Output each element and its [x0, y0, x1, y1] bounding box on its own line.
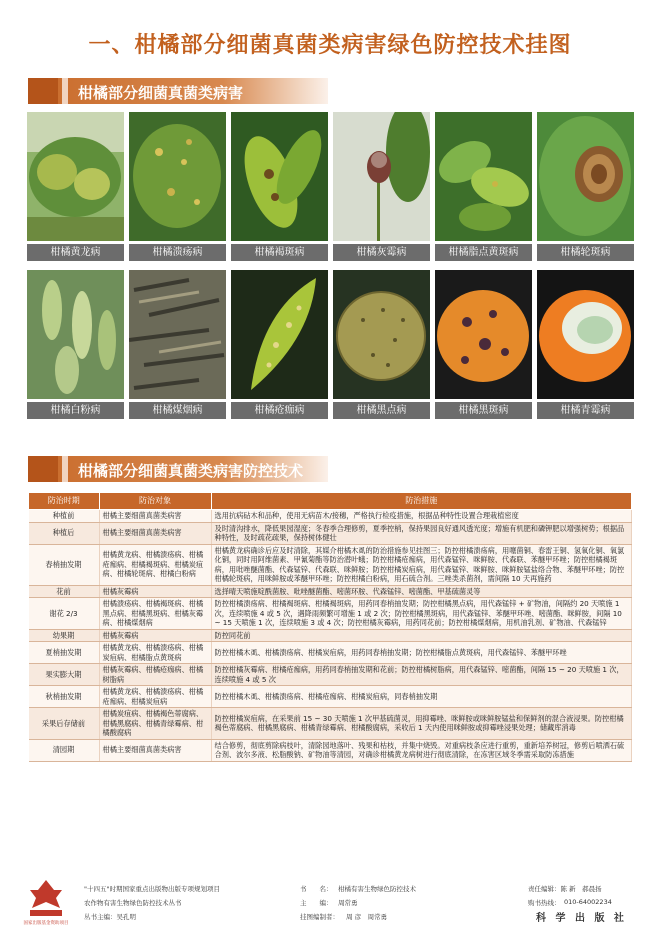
melanose-fruit-photo [333, 270, 430, 399]
period-cell: 果实膨大期 [29, 664, 100, 686]
target-cell: 柑橘灰霉病、柑橘疮痂病、柑橘树脂病 [99, 664, 211, 686]
photo-caption: 柑橘煤烟病 [129, 402, 226, 419]
section-title: 柑橘部分细菌真菌类病害 [78, 84, 244, 102]
greasy-spot-leaf-photo [435, 112, 532, 241]
book-value: 柑橘有害生物绿色防控技术 [338, 885, 416, 893]
responsible-editor: 责任编辑：陈 新 郝晨扬 [528, 885, 602, 893]
brown-spot-leaf-photo [231, 112, 328, 241]
column-header: 防治措施 [211, 493, 632, 510]
table-row [29, 510, 632, 523]
target-cell: 柑橘灰霉病 [99, 629, 211, 642]
period-cell: 春梢抽发期 [29, 544, 100, 585]
photo-card [537, 270, 634, 420]
photo-card [231, 112, 328, 262]
period-cell: 种植后 [29, 522, 100, 544]
photo-card [231, 270, 328, 420]
photo-caption: 柑橘褐斑病 [231, 244, 328, 261]
target-cell: 柑橘黄龙病、柑橘溃疡病、柑橘疮痂病、柑橘褐斑病、柑橘炭疽病、柑橘轮斑病、柑橘白粉病 [99, 544, 211, 585]
period-cell: 谢花 2/3 [29, 598, 100, 630]
photo-caption: 柑橘脂点黄斑病 [435, 244, 532, 261]
illustrator-value: 周 彦 周常勇 [346, 913, 388, 921]
phone-number: 010-64002234 [564, 898, 612, 906]
photo-caption: 柑橘黑斑病 [435, 402, 532, 419]
target-cell: 柑橘黄龙病、柑橘溃疡病、柑橘炭疽病、柑橘脂点黄斑病 [99, 642, 211, 664]
photo-card [333, 270, 430, 420]
section-marker-icon [28, 78, 58, 104]
section-marker-icon [28, 456, 58, 482]
measure-cell: 防控柑橘溃疡病、柑橘褐斑病、柑橘褐斑病，用药同春梢抽发期；防控柑橘黑点病，用代森锰锌 + 矿物油，间隔约 20 天喷施 1 次，连续喷施 4 或 5 次，遇降雨频繁可增施 1 或 2 次；防控柑橘黑斑病，用代森锰锌、苯醚甲环唑、嘧菌酯、咪鲜胺，间隔 10 ~ 15 天喷施 1 次，连续喷施 3 或 4 次；防控柑橘灰霉病，用药同花前；防控柑橘煤烟病，用机油乳剂、矿物油、代森锰锌 [211, 598, 632, 630]
section-title: 柑橘部分细菌真菌类病害防控技术 [78, 462, 304, 480]
table-row [29, 642, 632, 664]
measure-cell: 柑橘黄龙病确诊后应及时清除，其媒介柑橘木虱的防治措施参见挂图三；防控柑橘溃疡病，用噻菌铜、春雷王铜、氢氧化铜、氧氯化铜，同时用阿维菌素、甲氰菊酯等防治潜叶蛾；防控柑橘疮痂病，用代森锰锌、咪鲜胺、代森联、苯醚甲环唑；防控柑橘褐斑病，用吡唑醚菌酯、代森锰锌、代森联、咪鲜胺；防控柑橘炭疽病，用代森锰锌、咪鲜胺、咪鲜胺锰盐络合物、苯醚甲环唑；防控柑橘轮斑病，用咪鲜胺或苯醚甲环唑；防控柑橘白粉病，用石硫合剂。三唑类杀菌剂，需间隔 10 天再施药 [211, 544, 632, 585]
column-header: 防治时期 [29, 493, 100, 510]
photo-caption: 柑橘青霉病 [537, 402, 634, 419]
table-header-row [29, 493, 632, 510]
column-header: 防治对象 [99, 493, 211, 510]
measure-cell: 选用抗病砧木和品种，使用无病苗木/接穗，严格执行检疫措施，根据品种特性设置合理栽植密度 [211, 510, 632, 523]
measure-cell: 防控柑橘炭疽病，在采果前 15 ~ 30 天喷施 1 次甲基硫菌灵，用抑霉唑、咪鲜胺或咪鲜胺锰盐和保鲜剂的混合液浸果。防控柑橘褐色蒂腐病、柑橘黑腐病、柑橘青绿霉病、柑橘酸腐病，采收后 1 天内使用咪鲜胺或抑霉唑浸果处理；储藏库消毒 [211, 708, 632, 740]
series-line: 农作物有害生物绿色防控技术丛书 [84, 899, 182, 907]
author-label: 主 编： [300, 899, 333, 907]
photo-card [537, 112, 634, 262]
illustrator-label: 挂图编制者： [300, 913, 339, 921]
table-row [29, 664, 632, 686]
section-bar-control [28, 456, 328, 482]
photo-card [129, 270, 226, 420]
target-cell: 柑橘灰霉病 [99, 585, 211, 598]
photo-card [27, 270, 124, 420]
black-spot-fruit-photo [435, 270, 532, 399]
photo-caption: 柑橘黄龙病 [27, 244, 124, 261]
photo-card [129, 112, 226, 262]
period-cell: 种植前 [29, 510, 100, 523]
table-row [29, 522, 632, 544]
gray-mold-flower-photo [333, 112, 430, 241]
target-cell: 柑橘主要细菌真菌类病害 [99, 510, 211, 523]
period-cell: 清园期 [29, 739, 100, 761]
control-technique-table [28, 492, 632, 762]
table-row [29, 585, 632, 598]
page-title: 一、柑橘部分细菌真菌类病害绿色防控技术挂图 [88, 33, 572, 58]
powdery-mildew-photo [27, 270, 124, 399]
photo-card [435, 112, 532, 262]
target-cell: 柑橘黄龙病、柑橘溃疡病、柑橘疮痂病、柑橘炭疽病 [99, 686, 211, 708]
measure-cell: 结合修剪，彻底剪除病枝叶，清除园地落叶、残果和枯枝，并集中烧毁。对重病枝条应进行重剪，重新培养树冠，修剪后喷洒石硫合剂、波尔多液、松脂酸钠、矿物油等清园，对确诊柑橘黄龙病树进行彻底清除，在冻害区域冬季需采取防冻措施 [211, 739, 632, 761]
blue-mold-fruit-photo [537, 270, 634, 399]
photo-card [27, 112, 124, 262]
colophon-footer [0, 876, 660, 949]
photo-caption: 柑橘疮痂病 [231, 402, 328, 419]
target-cell: 柑橘主要细菌真菌类病害 [99, 522, 211, 544]
photo-caption: 柑橘黑点病 [333, 402, 430, 419]
logo-text: 国家出版基金资助项目 [23, 921, 69, 926]
period-cell: 幼果期 [29, 629, 100, 642]
orchard-tree-photo [27, 112, 124, 241]
publisher-name: 科 学 出 版 社 [536, 913, 627, 924]
table-row [29, 629, 632, 642]
measure-cell: 防控柑橘木虱、柑橘溃疡病、柑橘炭疽病，用药同春梢抽发期；防控柑橘脂点黄斑病，用代森锰锌、苯醚甲环唑 [211, 642, 632, 664]
sooty-mold-photo [129, 270, 226, 399]
fund-logo-icon [24, 878, 68, 928]
period-cell: 采果后存储前 [29, 708, 100, 740]
photo-card [333, 112, 430, 262]
table-row [29, 686, 632, 708]
section-bar-diseases [28, 78, 328, 104]
photo-caption: 柑橘灰霉病 [333, 244, 430, 261]
photo-caption: 柑橘溃疡病 [129, 244, 226, 261]
canker-leaf-photo [129, 112, 226, 241]
period-cell: 夏梢抽发期 [29, 642, 100, 664]
measure-cell: 及时清沟排水，降低果园湿度；冬春季合理修剪，夏季控梢，保持果园良好通风透光度；增施有机肥和磷钾肥以增强树势；根据品种特性，及时疏花疏果，保持树体健壮 [211, 522, 632, 544]
book-label: 书 名： [300, 885, 333, 893]
table-row [29, 544, 632, 585]
photo-caption: 柑橘轮斑病 [537, 244, 634, 261]
measure-cell: 防控柑橘木虱、柑橘溃疡病、柑橘疮痂病、柑橘炭疽病，同春梢抽发期 [211, 686, 632, 708]
editor-line: 丛书主编：吴孔明 [84, 913, 136, 921]
table-row [29, 708, 632, 740]
target-cell: 柑橘炭疽病、柑橘褐色蒂腐病、柑橘黑腐病、柑橘青绿霉病、柑橘酸腐病 [99, 708, 211, 740]
photo-caption: 柑橘白粉病 [27, 402, 124, 419]
scab-leaf-photo [231, 270, 328, 399]
ring-spot-leaf-photo [537, 112, 634, 241]
measure-cell: 防控同花前 [211, 629, 632, 642]
measure-cell: 选择晴天喷施啶酰菌胺、吡唑醚菌酯、嘧菌环胺、代森锰锌、嘧菌酯、甲基硫菌灵等 [211, 585, 632, 598]
author-value: 周常勇 [338, 899, 358, 907]
period-cell: 花前 [29, 585, 100, 598]
period-cell: 秋梢抽发期 [29, 686, 100, 708]
table-row [29, 739, 632, 761]
target-cell: 柑橘主要细菌真菌类病害 [99, 739, 211, 761]
photo-card [435, 270, 532, 420]
project-line: "十四五"时期国家重点出版物出版专项规划项目 [84, 885, 220, 893]
target-cell: 柑橘溃疡病、柑橘褐斑病、柑橘黑点病、柑橘黑斑病、柑橘灰霉病、柑橘煤烟病 [99, 598, 211, 630]
phone-label: 购书热线： [528, 899, 561, 907]
table-row [29, 598, 632, 630]
measure-cell: 防控柑橘灰霉病、柑橘疮痂病，用药同春梢抽发期和花前；防控柑橘树脂病，用代森锰锌、嘧菌酯，间隔 15 ~ 20 天喷施 1 次，连续喷施 4 或 5 次 [211, 664, 632, 686]
